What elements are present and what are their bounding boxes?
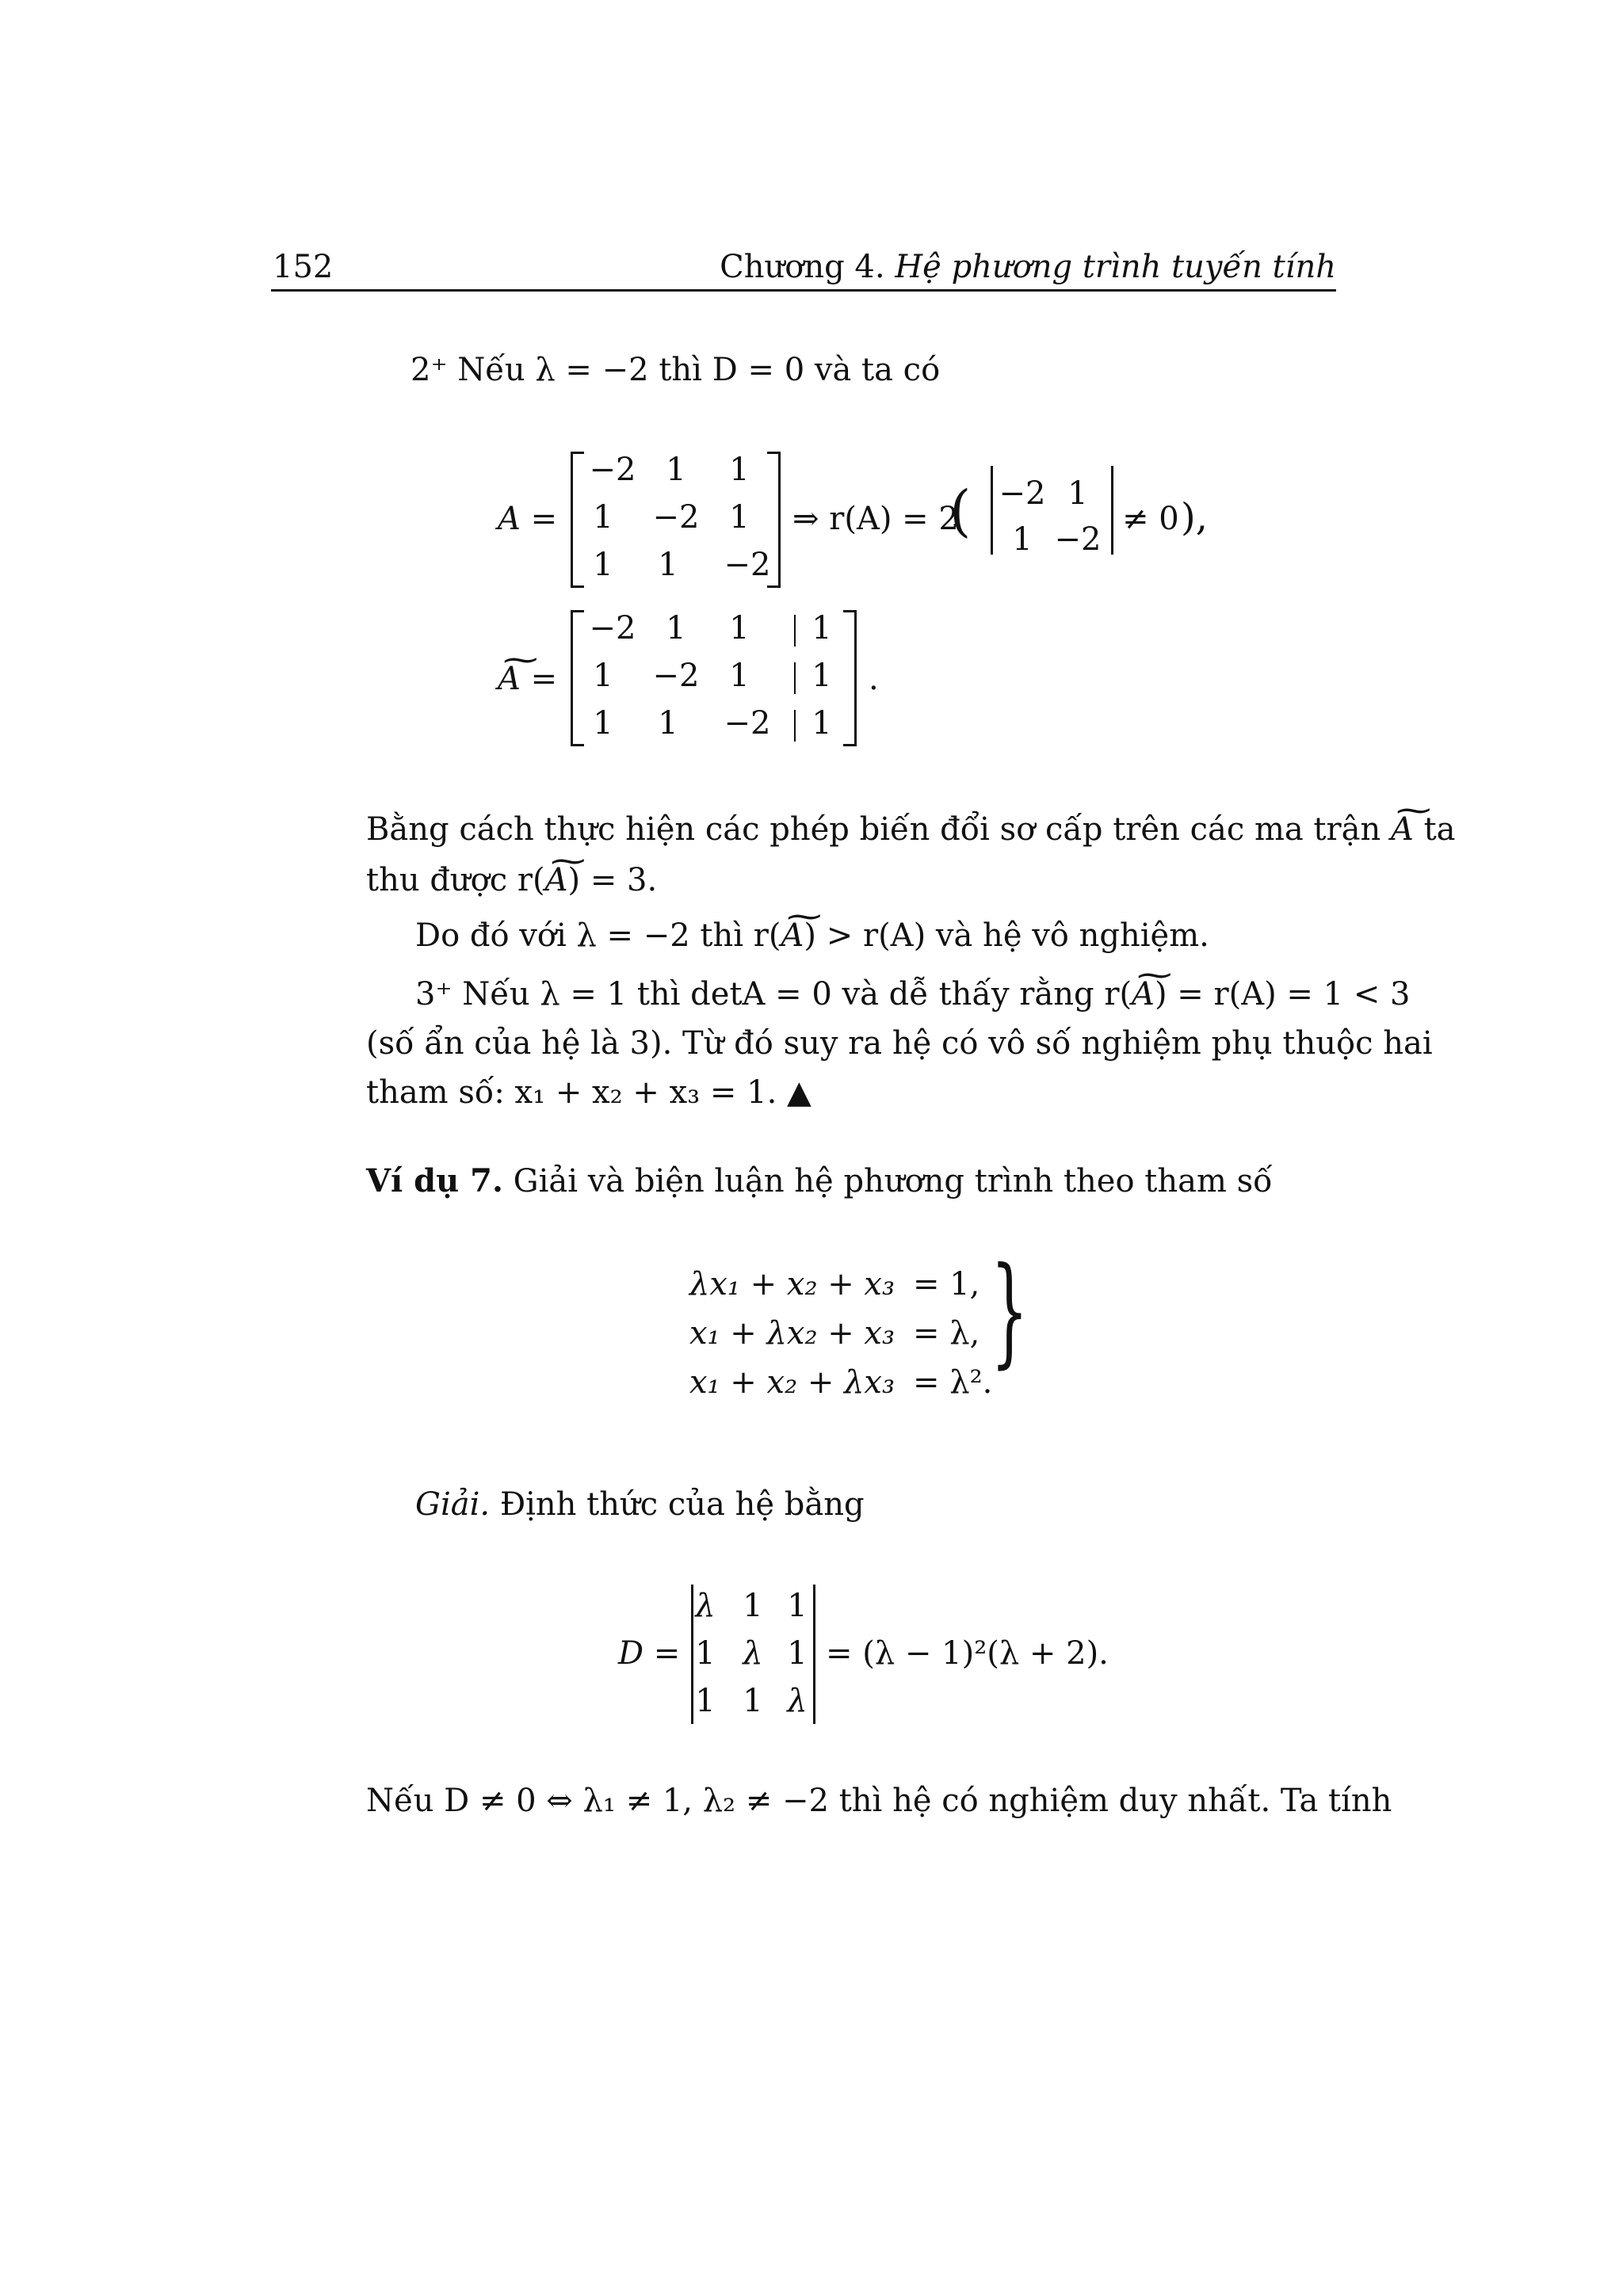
equation-lhs: x₁ + λx₂ + x₃ (689, 1315, 896, 1352)
a-tilde-symbol: ~ A (545, 862, 568, 898)
matrix-a-tilde-cell: 1 (593, 658, 613, 694)
matrix-a-tilde-cell: 1 (812, 610, 832, 646)
determinant-cell: 1 (743, 1683, 763, 1719)
equation-rhs: = 1, (913, 1266, 980, 1302)
equation-system (689, 1242, 1038, 1417)
equation-lhs: x₁ + x₂ + λx₃ (689, 1364, 896, 1401)
determinant-cell: 1 (787, 1635, 808, 1672)
minor-right-bar (1111, 466, 1113, 555)
end-of-proof-mark: ▲ (787, 1074, 812, 1111)
case2-text: Nếu λ = −2 thì D = 0 và ta có (457, 352, 941, 388)
matrix-a-tilde-cell: −2 (724, 705, 771, 742)
matrix-a-cell: 1 (729, 499, 750, 536)
paragraph1-text: thu được r( (366, 862, 545, 898)
paragraph3-line3 (366, 1074, 812, 1111)
a-tilde-symbol: ~ A (1391, 811, 1414, 848)
header-rule (271, 289, 1336, 292)
solution-label: Giải. (415, 1486, 491, 1523)
matrix-a-tilde-block (491, 610, 967, 753)
determinant-cell: 1 (695, 1635, 716, 1672)
open-paren: ( (949, 479, 972, 543)
paragraph2-line (415, 917, 1209, 954)
paragraph1-text: ) = 3. (567, 862, 658, 898)
matrix-a-block (491, 452, 1208, 594)
a-tilde-symbol: ~ A (1132, 976, 1155, 1013)
minor-suffix: ≠ 0 (1122, 501, 1179, 537)
a-tilde-equals: = (530, 661, 558, 697)
chapter-label: Chương 4. (720, 249, 885, 285)
matrix-a-tilde-cell: 1 (593, 705, 613, 742)
matrix-a-cell: −2 (724, 547, 771, 583)
paragraph1-text: ta (1423, 811, 1456, 848)
matrix-a-cell: 1 (658, 547, 678, 583)
matrix-a-tilde-cell: 1 (812, 705, 832, 742)
paragraph3-line2: (số ẩn của hệ là 3). Từ đó suy ra hệ có vô số nghiệm phụ thuộc hai (366, 1025, 1433, 1062)
case2-marker: 2⁺ (411, 352, 448, 388)
minor-cell: 1 (1012, 521, 1033, 558)
matrix-a-tilde-cell: 1 (658, 705, 678, 742)
paragraph3-text: tham số: x₁ + x₂ + x₃ = 1. (366, 1074, 777, 1111)
example7-line (366, 1163, 1273, 1199)
page-number: 152 (273, 249, 334, 285)
solution-text: Định thức của hệ bằng (499, 1486, 865, 1523)
paragraph1-line1 (366, 811, 1455, 848)
right-brace: } (991, 1242, 1029, 1380)
example7-label: Ví dụ 7. (366, 1162, 503, 1199)
determinant-cell: λ (787, 1683, 808, 1719)
a-tilde-symbol: ~ A (781, 917, 804, 954)
matrix-a-tilde-cell: 1 (729, 610, 750, 646)
determinant-block (618, 1585, 1125, 1743)
paragraph3-line1 (415, 976, 1411, 1013)
matrix-a-tilde-cell: 1 (666, 610, 686, 646)
equation-rhs: = λ, (913, 1315, 980, 1352)
determinant-cell: λ (695, 1588, 716, 1624)
rank-a-text: ⇒ r(A) = 2 (792, 501, 959, 537)
matrix-a-tilde-cell: 1 (812, 658, 832, 694)
determinant-label: D = (618, 1635, 681, 1672)
matrix-a-tilde-cell: 1 (729, 658, 750, 694)
determinant-cell: 1 (787, 1588, 808, 1624)
equation-lhs: λx₁ + x₂ + x₃ (689, 1266, 896, 1302)
case2-line (411, 352, 940, 388)
paragraph2-text: ) > r(A) và hệ vô nghiệm. (804, 917, 1209, 954)
matrix-a-tilde-cell: −2 (652, 658, 700, 694)
last-line: Nếu D ≠ 0 ⇔ λ₁ ≠ 1, λ₂ ≠ −2 thì hệ có nghiệm duy nhất. Ta tính (366, 1783, 1392, 1819)
chapter-title: Hệ phương trình tuyến tính (895, 249, 1336, 285)
matrix-a-cell: 1 (593, 499, 613, 536)
example7-text: Giải và biện luận hệ phương trình theo tham số (513, 1163, 1273, 1199)
minor-cell: −2 (1054, 521, 1102, 558)
matrix-a-cell: 1 (593, 547, 613, 583)
minor-cell: 1 (1067, 475, 1088, 512)
close-paren: ), (1181, 495, 1208, 540)
matrix-a-cell: 1 (729, 452, 750, 488)
determinant-result: = (λ − 1)²(λ + 2). (826, 1635, 1109, 1672)
matrix-a-cell: −2 (652, 499, 700, 536)
determinant-cell: λ (743, 1635, 763, 1672)
equation-rhs: = λ². (913, 1364, 993, 1401)
paragraph3-text: 3⁺ Nếu λ = 1 thì detA = 0 và dễ thấy rằng r( (415, 976, 1132, 1013)
solution-line (415, 1486, 865, 1523)
matrix-a-cell: −2 (589, 452, 636, 488)
matrix-a-tilde-end: . (869, 661, 879, 697)
paragraph1-line2 (366, 862, 657, 898)
paragraph2-text: Do đó với λ = −2 thì r( (415, 917, 781, 954)
paragraph1-text: Bằng cách thực hiện các phép biến đổi sơ cấp trên các ma trận (366, 811, 1381, 848)
running-header (720, 249, 1336, 285)
paragraph3-text: ) = r(A) = 1 < 3 (1154, 976, 1411, 1013)
determinant-cell: 1 (743, 1588, 763, 1624)
matrix-a-label: A = (498, 501, 558, 537)
matrix-a-tilde-cell: −2 (589, 610, 636, 646)
a-tilde-symbol: ~ A (498, 661, 521, 697)
matrix-a-tilde-label (498, 661, 557, 697)
matrix-a-cell: 1 (666, 452, 686, 488)
minor-cell: −2 (999, 475, 1046, 512)
determinant-cell: 1 (695, 1683, 716, 1719)
